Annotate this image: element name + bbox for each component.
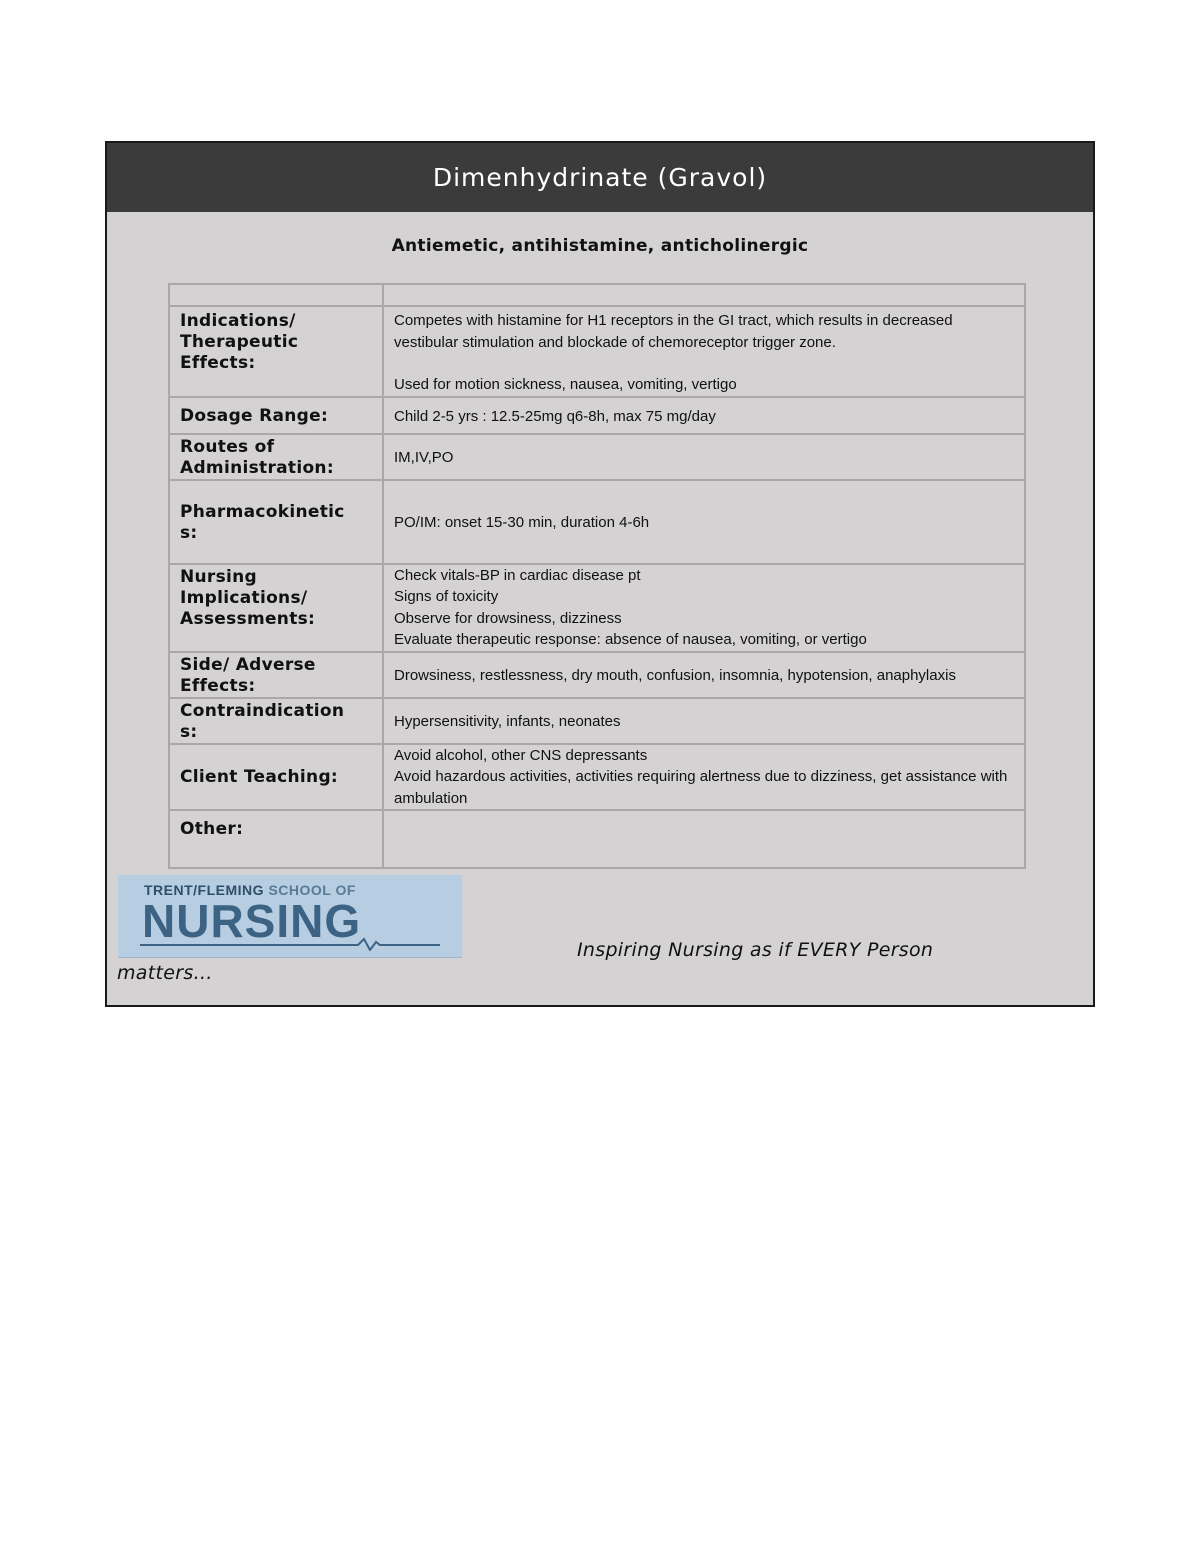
table-row-client-teaching (169, 744, 1025, 811)
logo-nursing-wordmark: NURSING (142, 895, 362, 947)
row-label-pharmacokinetics: Pharmacokinetic s: (169, 480, 383, 564)
table-row-other (169, 810, 1025, 868)
tagline: Inspiring Nursing as if EVERY Person (577, 939, 934, 961)
row-value-dosage: Child 2-5 yrs : 12.5-25mg q6-8h, max 75 mg/day (383, 397, 1025, 434)
indications-uses: Used for motion sickness, nausea, vomiting, vertigo (394, 376, 737, 393)
row-value (383, 284, 1025, 306)
row-value-contraindications: Hypersensitivity, infants, neonates (383, 698, 1025, 744)
drug-info-table (168, 283, 1026, 869)
row-label-indications: Indications/ Therapeutic Effects: (169, 306, 383, 397)
table-row-routes (169, 434, 1025, 480)
table-row-indications (169, 306, 1025, 397)
row-label-side-effects: Side/ Adverse Effects: (169, 652, 383, 698)
row-label-dosage: Dosage Range: (169, 397, 383, 434)
table-row-contraindications (169, 698, 1025, 744)
row-value-pharmacokinetics: PO/IM: onset 15-30 min, duration 4-6h (383, 480, 1025, 564)
row-value-routes: IM,IV,PO (383, 434, 1025, 480)
row-label-client-teaching: Client Teaching: (169, 744, 383, 811)
drug-class-subtitle: Antiemetic, antihistamine, anticholinergic (391, 236, 809, 256)
row-value-nursing: Check vitals-BP in cardiac disease pt Signs of toxicity Observe for drowsiness, dizziness Evaluate therapeutic response: absence of nausea, vomiting, or vertigo (383, 564, 1025, 652)
table-row-side-effects (169, 652, 1025, 698)
card-header (107, 143, 1093, 212)
tagline-continued: matters… (117, 962, 213, 984)
row-label-nursing: Nursing Implications/ Assessments: (169, 564, 383, 652)
table-row-dosage (169, 397, 1025, 434)
row-value-client-teaching: Avoid alcohol, other CNS depressants Avoid hazardous activities, activities requiring alertness due to dizziness, get assistance with ambulation (383, 744, 1025, 811)
row-value-side-effects: Drowsiness, restlessness, dry mouth, confusion, insomnia, hypotension, anaphylaxis (383, 652, 1025, 698)
row-value-other (383, 810, 1025, 868)
row-label-contraindications: Contraindication s: (169, 698, 383, 744)
row-label-routes: Routes of Administration: (169, 434, 383, 480)
school-logo (118, 875, 462, 958)
drug-title: Dimenhydrinate (Gravol) (432, 163, 768, 192)
indications-text: Competes with histamine for H1 receptors in the GI tract, which results in decreased vestibular stimulation and blockade of chemoreceptor trigger zone. (394, 312, 953, 351)
row-value-indications (383, 306, 1025, 397)
row-label (169, 284, 383, 306)
heartbeat-line-icon (140, 937, 440, 951)
table-row-empty-header (169, 284, 1025, 306)
table-row-nursing (169, 564, 1025, 652)
logo-school-name: TRENT/FLEMING SCHOOL OF (144, 882, 356, 898)
table-row-pharmacokinetics (169, 480, 1025, 564)
row-label-other: Other: (169, 810, 383, 868)
drug-card (105, 141, 1095, 1007)
